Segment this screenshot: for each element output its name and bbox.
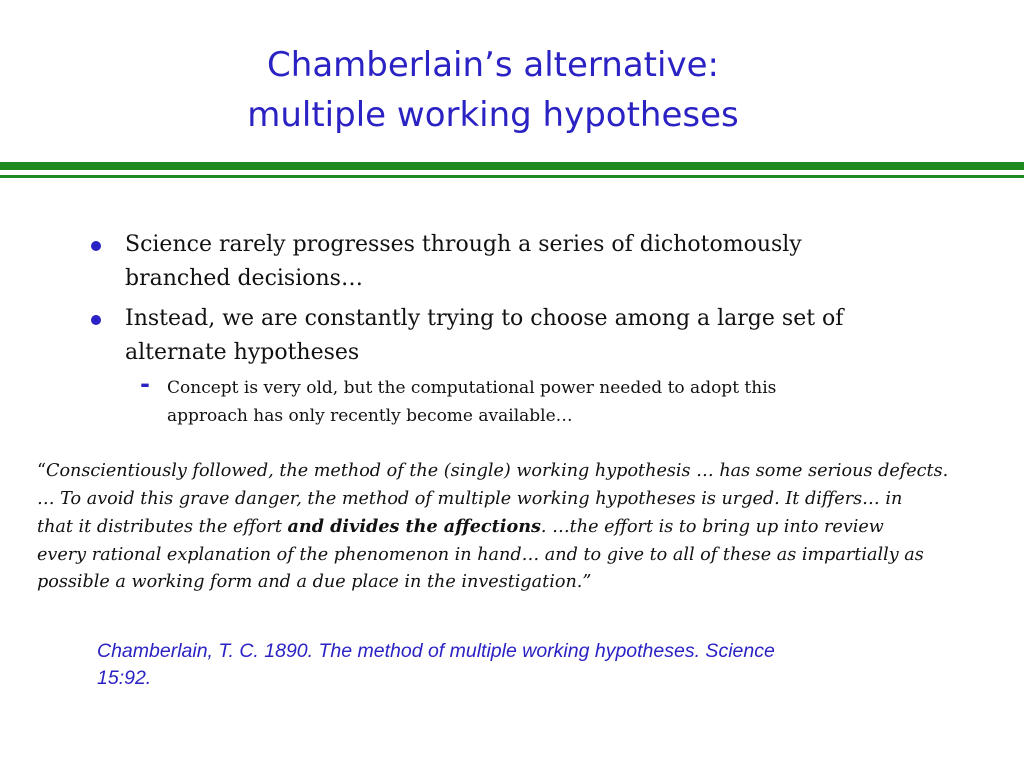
- bullet-dot-icon: [91, 241, 101, 251]
- citation: [97, 638, 937, 692]
- quote-line-4: every rational explanation of the phenomenon in hand… and to give to all of these as impartially as: [37, 544, 924, 565]
- sub-bullet-line-1: Concept is very old, but the computational power needed to adopt this: [167, 378, 777, 398]
- sub-bullet-line-2: approach has only recently become available…: [167, 406, 573, 426]
- bullet-1-line-1: Science rarely progresses through a series of dichotomously: [125, 232, 802, 257]
- quote-line-5: possible a working form and a due place in the investigation.”: [37, 572, 592, 592]
- citation-line-1: Chamberlain, T. C. 1890. The method of multiple working hypotheses. Science: [97, 640, 775, 662]
- slide-title: [0, 40, 986, 140]
- bullet-list: [86, 228, 926, 430]
- title-line-1: Chamberlain’s alternative:: [267, 45, 719, 85]
- quote-line-3-post: . …the effort is to bring up into review: [540, 517, 884, 537]
- open-quote-mark: “: [37, 461, 46, 481]
- bullet-1-line-2: branched decisions…: [125, 266, 363, 291]
- citation-line-2: 15:92.: [97, 667, 152, 689]
- quote-line-1: [37, 458, 997, 486]
- dash-icon: -: [140, 370, 150, 398]
- quote-line-3: [37, 513, 997, 542]
- quote-emphasis: and divides the affections: [287, 516, 541, 537]
- quote-line-3-pre: that it distributes the effort: [37, 517, 288, 537]
- title-line-2: multiple working hypotheses: [247, 95, 739, 135]
- bullet-item-2: [86, 302, 926, 370]
- sub-bullet-item: [86, 370, 926, 430]
- bullet-dot-icon: [91, 315, 101, 325]
- bullet-2-line-1: Instead, we are constantly trying to choose among a large set of: [125, 306, 844, 331]
- title-divider-thin: [0, 175, 1024, 178]
- chamberlain-quote: [37, 458, 997, 597]
- bullet-item-1: [86, 228, 926, 296]
- quote-line-1-text: Conscientiously followed, the method of the (single) working hypothesis … has some serious defects.: [46, 461, 949, 481]
- quote-line-2: … To avoid this grave danger, the method of multiple working hypotheses is urged. It differs… in: [37, 488, 903, 509]
- title-divider-thick: [0, 162, 1024, 170]
- bullet-2-line-2: alternate hypotheses: [125, 340, 360, 365]
